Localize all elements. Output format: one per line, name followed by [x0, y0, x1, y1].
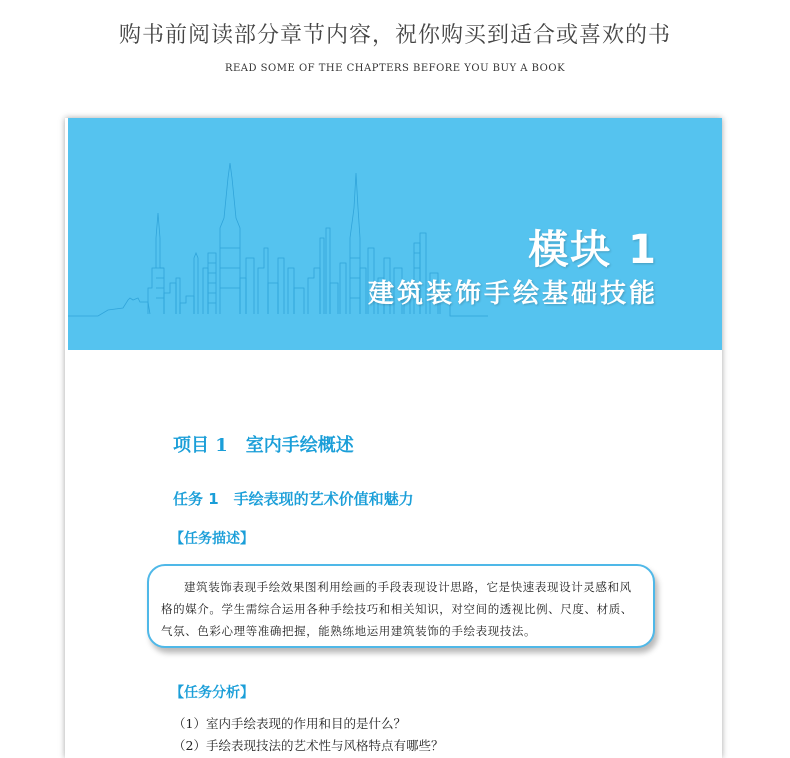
task-description-box [147, 564, 655, 648]
module-title: 模块 1 [528, 227, 658, 273]
header-subtitle: READ SOME OF THE CHAPTERS BEFORE YOU BUY A BOOK [224, 63, 566, 74]
question-item: （1）室内手绘表现的作用和目的是什么？ [173, 716, 406, 731]
task-title: 任务 1 手绘表现的艺术价值和魅力 [173, 490, 414, 508]
project-title: 项目 1 室内手绘概述 [173, 435, 354, 456]
header-title: 购书前阅读部分章节内容，祝你购买到适合或喜欢的书 [118, 23, 671, 48]
task-description-label: 【任务描述】 [170, 531, 254, 547]
question-item: （2）手绘表现技法的艺术性与风格特点有哪些？ [173, 738, 444, 753]
chapter-banner [68, 118, 722, 350]
task-analysis-label: 【任务分析】 [170, 685, 254, 701]
book-page [65, 118, 722, 758]
task-description-text: 建筑装饰表现手绘效果图利用绘画的手段表现设计思路，它是快速表现设计灵感和风格的媒介。学生需综合运用各种手绘技巧和相关知识，对空间的透视比例、尺度、材质、气氛、色彩心理等准确把握，能熟练地运用建筑装饰的手绘表现技法。 [161, 580, 633, 638]
module-subtitle: 建筑装饰手绘基础技能 [367, 279, 658, 309]
